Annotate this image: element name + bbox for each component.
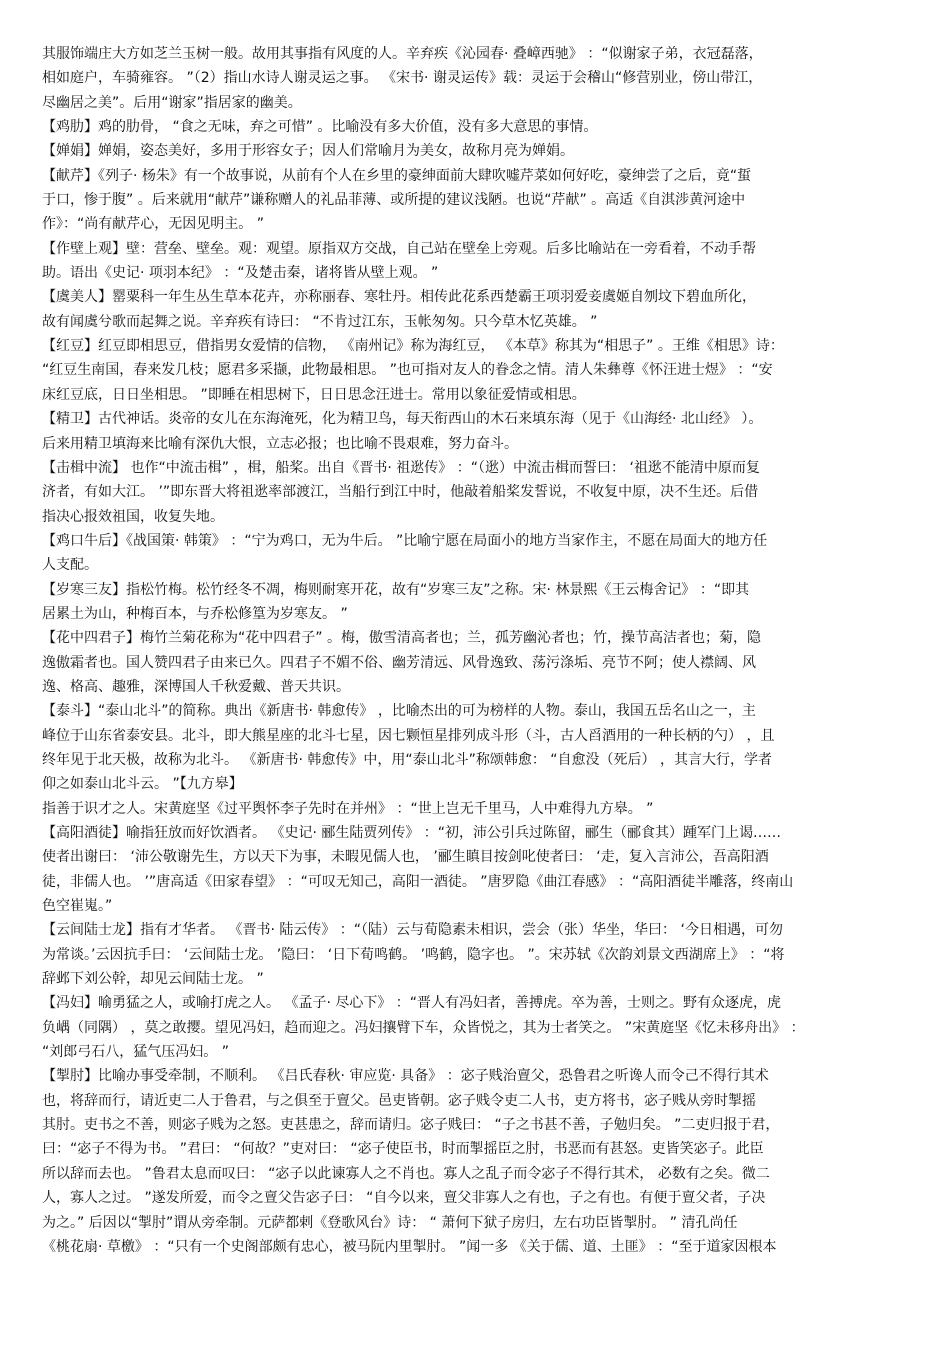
text-line: 床红豆底，日日坐相思。 ”即睡在相思树下，日日思念汪进士。常用以象征爱情或相思。 (42, 386, 586, 403)
text-line: 于口，惨于腹” 。后来就用“献芹”谦称赠人的礼品菲薄、或所提的建议浅陋。也说“芹献” 。高适《自淇涉黄河途中 (42, 192, 746, 209)
text-line: 曰：“宓子不得为书。 ”君曰： “何故？”吏对曰： “宓子使臣书，时而掣摇臣之肘，书恶而有甚怒。吏皆笑宓子。此臣 (42, 1141, 764, 1158)
text-line: 助。语出《史记· 项羽本纪》 ：“及楚击秦，诸将皆从壁上观。 ” (42, 265, 439, 282)
text-line: 指决心报效祖国，收复失地。 (42, 508, 224, 525)
entry-jiufanggao: 仰之如泰山北斗云。 ”【九方皋】 (42, 776, 243, 793)
entry-hongdou: 【红豆】红豆即相思豆，借指男女爱情的信物， 《南州记》称为海红豆， 《本草》称其为“相思子” 。王维《相思》诗： (42, 338, 784, 355)
text-line: 逸傲霜者也。国人赞四君子由来已久。四君子不媚不俗、幽芳清远、风骨逸致、荡污涤垢、亮节不阿；使人襟阔、风 (42, 654, 756, 671)
text-line: 其肘。吏书之不善，则宓子贱为之怒。吏甚患之，辞而请归。宓子贱曰： “子之书甚不善，子勉归矣。 ”二吏归报于君， (42, 1117, 780, 1134)
text-line: 后来用精卫填海来比喻有深仇大恨，立志必报；也比喻不畏艰难，努力奋斗。 (42, 435, 518, 452)
entry-jikouniuhou: 【鸡口牛后】《战国策· 韩策》 ：“宁为鸡口，无为牛后。 ”比喻宁愿在局面小的地方当家作主，不愿在局面大的地方任 (42, 532, 768, 549)
entry-jijizhongliu: 【击楫中流】 也作“中流击楫” ，楫，船桨。出自《晋书· 祖逖传》 ：“（逖）中流击楫而誓曰： ‘祖逖不能清中原而复 (42, 459, 760, 476)
text-line: 故有闻虞兮歌而起舞之说。辛弃疾有诗曰： “不肯过江东，玉帐匆匆。只今草木忆英雄。 ” (42, 313, 598, 330)
text-line: 济者，有如大江。 ’”即东晋大将祖逖率部渡江，当船行到江中时，他敲着船桨发誓说，不收复中原，决不生还。后借 (42, 484, 759, 501)
entry-suihansanyou: 【岁寒三友】指松竹梅。松竹经冬不凋，梅则耐寒开花，故有“岁寒三友”之称。宋· 林景熙《王云梅舍记》 ：“即其 (42, 581, 750, 598)
text-line: “红豆生南国，春来发几枝；愿君多采撷，此物最相思。 ”也可指对友人的眷念之情。清人朱彝尊《怀汪进士煜》 ：“安 (42, 362, 773, 379)
entry-chanjuan: 【婵娟】婵娟，姿态美好，多用于形容女子；因人们常喻月为美女，故称月亮为婵娟。 (42, 143, 574, 160)
entry-xianqin: 【献芹】《列子· 杨朱》有一个故事说，从前有个人在乡里的豪绅面前大肆吹嘘芹菜如何好吃，豪绅尝了之后，竟“蜇 (42, 167, 752, 184)
entry-pingfu: 【冯妇】喻勇猛之人，或喻打虎之人。 《孟子· 尽心下》 ：“晋人有冯妇者，善搏虎。卒为善，士则之。野有众逐虎，虎 (42, 995, 782, 1012)
entry-zuobishangguan: 【作壁上观】壁：营垒、壁垒。观：观望。原指双方交战，自己站在壁垒上旁观。后多比喻站在一旁看着，不动手帮 (42, 240, 756, 257)
text-line: 色空崔嵬。” (42, 898, 113, 915)
entry-gaoyangjiutu: 【高阳酒徒】喻指狂放而好饮酒者。 《史记· 郦生陆贾列传》 ：“初，沛公引兵过陈留，郦生（郦食其）踵军门上谒…… (42, 825, 782, 841)
text-line: 其服饰端庄大方如芝兰玉树一般。故用其事指有风度的人。辛弃疾《沁园春· 叠嶂西驰》 ：“似谢家子弟，衣冠磊落， (42, 46, 763, 62)
text-line: 负嵎（同隅） ，莫之敢撄。望见冯妇，趋而迎之。冯妇攘臂下车，众皆悦之，其为士者笑之。 ”宋黄庭坚《忆未移舟出》 ： (42, 1019, 805, 1036)
document-page (42, 42, 908, 1259)
entry-huazhongsijunzi: 【花中四君子】梅竹兰菊花称为“花中四君子” 。梅，傲雪清高者也；兰，孤芳幽沁者也；竹，操节高洁者也；菊，隐 (42, 630, 761, 647)
text-line: 尽幽居之美”。后用“谢家”指居家的幽美。 (42, 94, 302, 111)
text-line: 也，将辞而行，请近吏二人于鲁君，与之俱至于亶父。邑吏皆朝。宓子贱令吏二人书，吏方将书，宓子贱从旁时掣摇 (42, 1092, 756, 1109)
entry-yumeiren: 【虞美人】罂粟科一年生丛生草本花卉，亦称丽春、寒牡丹。相传此花系西楚霸王项羽爱妾虞姬自刎坟下碧血所化， (42, 289, 756, 306)
text-line: 为常谈。’云因抗手曰： ‘云间陆士龙。 ’隐曰： ‘日下荀鸣鹤。 ’鸣鹤，隐字也。 ”。宋苏轼《次韵刘景文西湖席上》 ：“将 (42, 946, 785, 963)
text-line: “刘郎弓石八，猛气压冯妇。 ” (42, 1044, 229, 1061)
entry-chezhou: 【掣肘】比喻办事受牵制，不顺利。 《吕氏春秋· 审应览· 具备》 ：宓子贱治亶父，恐鲁君之听谗人而令己不得行其术 (42, 1068, 769, 1085)
text-line: 使者出谢曰： ‘沛公敬谢先生，方以天下为事，未暇见儒人也， ’郦生瞋目按剑叱使者曰： ‘走，复入言沛公，吾高阳酒 (42, 849, 769, 866)
text-line: 居累土为山，种梅百本，与乔松修篁为岁寒友。 ” (42, 605, 348, 622)
text-line: 峰位于山东省泰安县。北斗，即大熊星座的北斗七星，因七颗恒星排列成斗形（斗，古人舀酒用的一种长柄的勺） ，且 (42, 727, 775, 744)
text-line: 终年见于北天极，故称为北斗。 《新唐书· 韩愈传》中，用“泰山北斗”称颂韩愈： “自愈没（死后） ，其言大行，学者 (42, 751, 773, 768)
text-line: 为之。” 后因以“掣肘”谓从旁牵制。元萨都剌《登歌风台》诗： “ 萧何下狱子房归，左右功臣皆掣肘。 ” 清孔尚任 (42, 1214, 738, 1231)
text-line: 作》：“尚有献芹心，无因见明主。 ” (42, 216, 264, 233)
entry-yunjianlushilong: 【云间陆士龙】指有才华者。 《晋书· 陆云传》 ：“（陆）云与荀隐素未相识，尝会（张）华坐，华曰： ‘今日相遇，可勿 (42, 922, 783, 939)
text-line: 人，寡人之过。 ”遂发所爱，而令之亶父告宓子曰： “自今以来，亶父非寡人之有也，子之有也。有便于亶父者，子决 (42, 1190, 766, 1207)
text-line: 人支配。 (42, 557, 98, 574)
entry-jingwei: 【精卫】古代神话。炎帝的女儿在东海淹死，化为精卫鸟，每天衔西山的木石来填东海（见于《山海经· 北山经》 ）。 (42, 411, 763, 428)
entry-jilei: 【鸡肋】鸡的肋骨， “食之无味，弃之可惜” 。比喻没有多大价值，没有多大意思的事情。 (42, 119, 598, 136)
text-line: 所以辞而去也。 ”鲁君太息而叹曰： “宓子以此谏寡人之不肖也。寡人之乱子而令宓子不得行其术， 必数有之矣。微二 (42, 1165, 770, 1182)
text-line: 《桃花扇· 草檄》 ：“只有一个史阁部颇有忠心，被马阮内里掣肘。 ”闻一多 《关于儒、道、土匪》 ：“至于道家因根本 (42, 1238, 777, 1255)
text-line: 逸、格高、趣雅，深博国人千秋爱戴、普天共识。 (42, 678, 350, 695)
entry-taidou: 【泰斗】“泰山北斗”的简称。典出《新唐书· 韩愈传》 ，比喻杰出的可为榜样的人物。泰山，我国五岳名山之一，主 (42, 703, 756, 720)
text-line: 相如庭户，车骑雍容。 ”（2）指山水诗人谢灵运之事。 《宋书· 谢灵运传》载：灵运于会稽山“修营别业，傍山带江， (42, 70, 763, 87)
text-line: 指善于识才之人。宋黄庭坚《过平舆怀李子先时在并州》 ：“世上岂无千里马，人中难得九方皋。 ” (42, 800, 654, 817)
text-line: 徒，非儒人也。 ’”唐高适《田家春望》 ：“可叹无知己，高阳一酒徒。 ”唐罗隐《曲江春感》 ：“高阳酒徒半雕落，终南山 (42, 873, 794, 890)
text-line: 辞邺下刘公幹，却见云间陆士龙。 ” (42, 971, 264, 988)
